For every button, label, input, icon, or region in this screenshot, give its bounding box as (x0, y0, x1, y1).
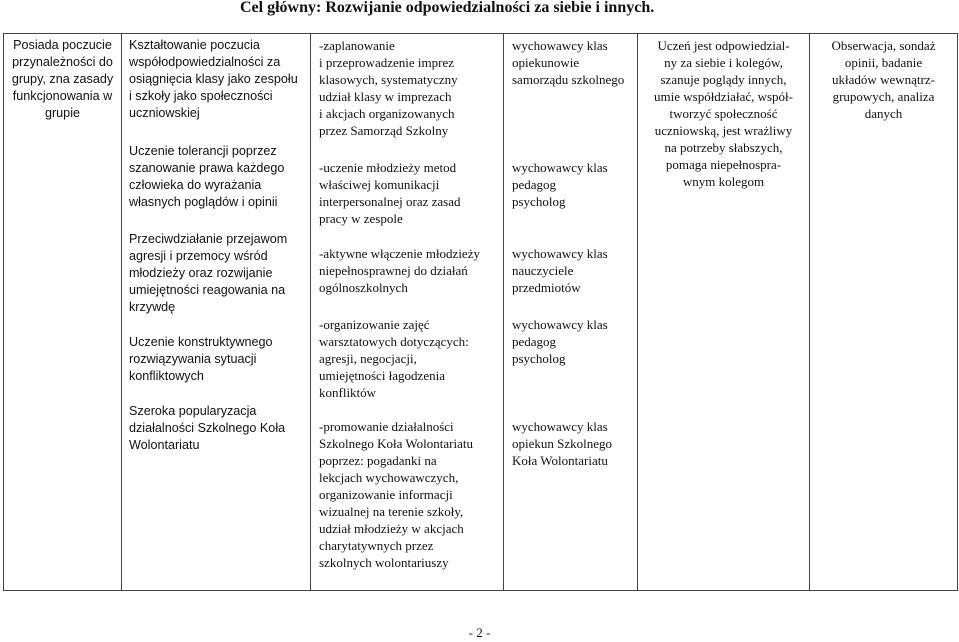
cell-line: -promowanie działalności (319, 419, 454, 434)
cell-line: grupie (44, 106, 80, 120)
cell-line: działalności Szkolnego Koła (129, 421, 286, 435)
cell-line: wychowawcy klas (512, 246, 608, 261)
column-goal (3, 33, 121, 591)
cell-line: pracy w zespole (319, 211, 403, 226)
column-tasks (121, 33, 310, 591)
cell-line: młodzieży oraz rozwijanie (129, 266, 273, 280)
cell-line: -organizowanie zajęć (319, 317, 430, 332)
cell-line: Szkolnego Koła Wolontariatu (319, 436, 473, 451)
cell-line: rozwiązywania sytuacji (129, 352, 257, 366)
cell-line: agresji i przemocy wśród (129, 249, 268, 263)
cell-line: układów wewnątrz- (832, 72, 935, 87)
cell-line: lekcjach wychowawczych, (319, 470, 459, 485)
cell-line: psycholog (512, 351, 566, 366)
column-responsible (503, 33, 637, 591)
cell-line: umiejętności łagodzenia (319, 368, 445, 383)
cell-line: szkolnych wolontariuszy (319, 555, 449, 570)
cell-line: opiekunowie (512, 55, 580, 70)
page-number: - 2 - (468, 625, 491, 640)
cell-line: tworzyć społeczność (669, 106, 778, 121)
cell-line: Uczenie tolerancji poprzez (129, 144, 277, 158)
cell-line: opinii, badanie (844, 55, 923, 70)
cell-line: ny za siebie i kolegów, (664, 55, 783, 70)
cell-line: Wolontariatu (129, 438, 200, 452)
cell-line: Kształtowanie poczucia (129, 38, 260, 52)
cell-line: umie współdziałać, współ- (654, 89, 793, 104)
column-outcomes (637, 33, 809, 591)
cell-line: pedagog (512, 334, 557, 349)
page-title: Cel główny: Rozwijanie odpowiedzialności za siebie i innych. (240, 0, 655, 16)
cell-line: współodpowiedzialności za (129, 55, 281, 69)
cell-line: umiejętności reagowania na (129, 283, 286, 297)
cell-line: Szeroka popularyzacja (129, 404, 257, 418)
cell-line: na potrzeby słabszych, (664, 140, 783, 155)
cell-line: pedagog (512, 177, 557, 192)
cell-line: szanuje poglądy innych, (660, 72, 787, 87)
cell-line: uczniowską, jest wrażliwy (654, 123, 793, 138)
cell-line: i przeprowadzenie imprez (319, 55, 454, 70)
cell-line: agresji, negocjacji, (319, 351, 417, 366)
cell-line: interpersonalnej oraz zasad (319, 194, 461, 209)
cell-line: grupowych, analiza (832, 89, 935, 104)
cell-line: wychowawcy klas (512, 419, 608, 434)
cell-line: pomaga niepełnospra- (665, 157, 782, 172)
cell-line: człowieka do wyrażania (129, 178, 262, 192)
cell-line: -zaplanowanie (319, 38, 395, 53)
cell-line: niepełnosprawnej do działań (319, 263, 468, 278)
cell-line: przynależności do (12, 55, 113, 69)
cell-line: uczniowskiej (129, 106, 200, 120)
cell-line: krzywdę (129, 300, 176, 314)
cell-line: przez Samorząd Szkolny (319, 123, 449, 138)
cell-line: funkcjonowania w (12, 89, 113, 103)
cell-line: grupy, zna zasady (11, 72, 114, 86)
cell-line: danych (864, 106, 903, 121)
cell-line: udział młodzieży w akcjach (319, 521, 464, 536)
cell-line: i akcjach organizowanych (319, 106, 455, 121)
cell-line: Uczenie konstruktywnego (129, 335, 273, 349)
cell-line: Uczeń jest odpowiedzial- (657, 38, 790, 53)
cell-line: organizowanie informacji (319, 487, 453, 502)
cell-line: Posiada poczucie (13, 38, 112, 52)
cell-line: samorządu szkolnego (512, 72, 625, 87)
cell-line: przedmiotów (512, 280, 581, 295)
cell-line: charytatywnych przez (319, 538, 434, 553)
cell-line: warsztatowych dotyczących: (319, 334, 469, 349)
cell-line: wnym kolegom (682, 174, 765, 189)
cell-line: wizualnej na terenie szkoły, (319, 504, 464, 519)
cell-line: -aktywne włączenie młodzieży (319, 246, 480, 261)
cell-line: wychowawcy klas (512, 38, 608, 53)
cell-line: nauczyciele (512, 263, 574, 278)
cell-line: poprzez: pogadanki na (319, 453, 437, 468)
cell-line: konfliktowych (129, 369, 204, 383)
cell-line: szanowanie prawa każdego (129, 161, 285, 175)
cell-line: Obserwacja, sondaż (831, 38, 936, 53)
cell-line: właściwej komunikacji (319, 177, 440, 192)
cell-line: psycholog (512, 194, 566, 209)
cell-line: i szkoły jako społeczności (129, 89, 273, 103)
cell-line: osiągnięcia klasy jako zespołu (129, 72, 298, 86)
cell-line: udział klasy w imprezach (319, 89, 452, 104)
cell-line: opiekun Szkolnego (512, 436, 613, 451)
cell-line: wychowawcy klas (512, 317, 608, 332)
column-evaluation (809, 33, 958, 591)
column-methods (310, 33, 503, 591)
cell-line: klasowych, systematyczny (319, 72, 458, 87)
cell-line: Koła Wolontariatu (512, 453, 608, 468)
cell-line: -uczenie młodzieży metod (319, 160, 457, 175)
cell-line: ogólnoszkolnych (319, 280, 408, 295)
cell-line: konfliktów (319, 385, 377, 400)
cell-line: Przeciwdziałanie przejawom (129, 232, 288, 246)
cell-line: wychowawcy klas (512, 160, 608, 175)
plan-table (3, 33, 958, 591)
cell-line: własnych poglądów i opinii (129, 195, 278, 209)
